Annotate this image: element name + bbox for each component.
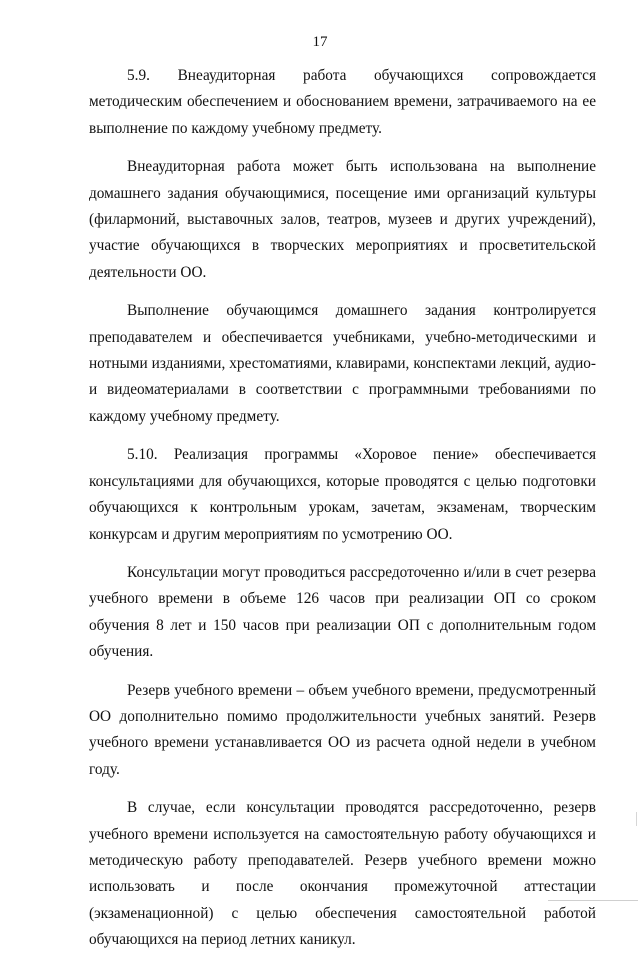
paragraph-reserve-time: Резерв учебного времени – объем учебного времени, предусмотренный ОО дополнительно помимо продолжительности учебных занятий. Резерв учебного времени устанавливается ОО из расчета одной недели в учебном году. — [89, 681, 596, 778]
scan-artifact-mark — [636, 812, 637, 826]
paragraph-homework-control: Выполнение обучающимся домашнего задания контролируется преподавателем и обеспечивается учебниками, учебно-методическими и нотными изданиями, хрестоматиями, клавирами, конспектами лекций, аудио- и видеоматериалами в соответствии с программными требованиями по каждому учебному предмету. — [89, 302, 596, 425]
paragraph-consultations: Консультации могут проводиться рассредоточенно и/или в счет резерва учебного времени в объеме 126 часов при реализации ОП со сроком обучения 8 лет и 150 часов при реализации ОП с дополнительным годом обучения. — [89, 563, 596, 661]
paragraph-dispersed-consultations: В случае, если консультации проводятся рассредоточенно, резерв учебного времени используется на самостоятельную работу обучающихся и методическую работу преподавателей. Резерв учебного времени можно использовать и после окончания промежуточной аттестации (экзаменационной) с целью обеспечения самостоятельной работой обучающихся на период летних каникул. — [89, 799, 596, 949]
paragraph-5-10: 5.10. Реализация программы «Хоровое пение» обеспечивается консультациями для обучающихся, которые проводятся с целью подготовки обучающихся к контрольным урокам, зачетам, экзаменам, творческим конкурсам и другим мероприятиям по усмотрению ОО. — [89, 446, 596, 543]
paragraph-5-9: 5.9. Внеаудиторная работа обучающихся сопровождается методическим обеспечением и обоснованием времени, затрачиваемого на ее выполнение по каждому учебному предмету. — [89, 67, 596, 137]
page-number: 17 — [312, 34, 328, 50]
paragraph-extracurricular-work: Внеаудиторная работа может быть использована на выполнение домашнего задания обучающимися, посещение ими организаций культуры (филармоний, выставочных залов, театров, музеев и других учреждений), участие обучающихся в творческих мероприятиях и просветительской деятельности ОО. — [89, 158, 596, 281]
body-text — [89, 63, 596, 966]
scan-artifact-edge — [548, 900, 638, 901]
